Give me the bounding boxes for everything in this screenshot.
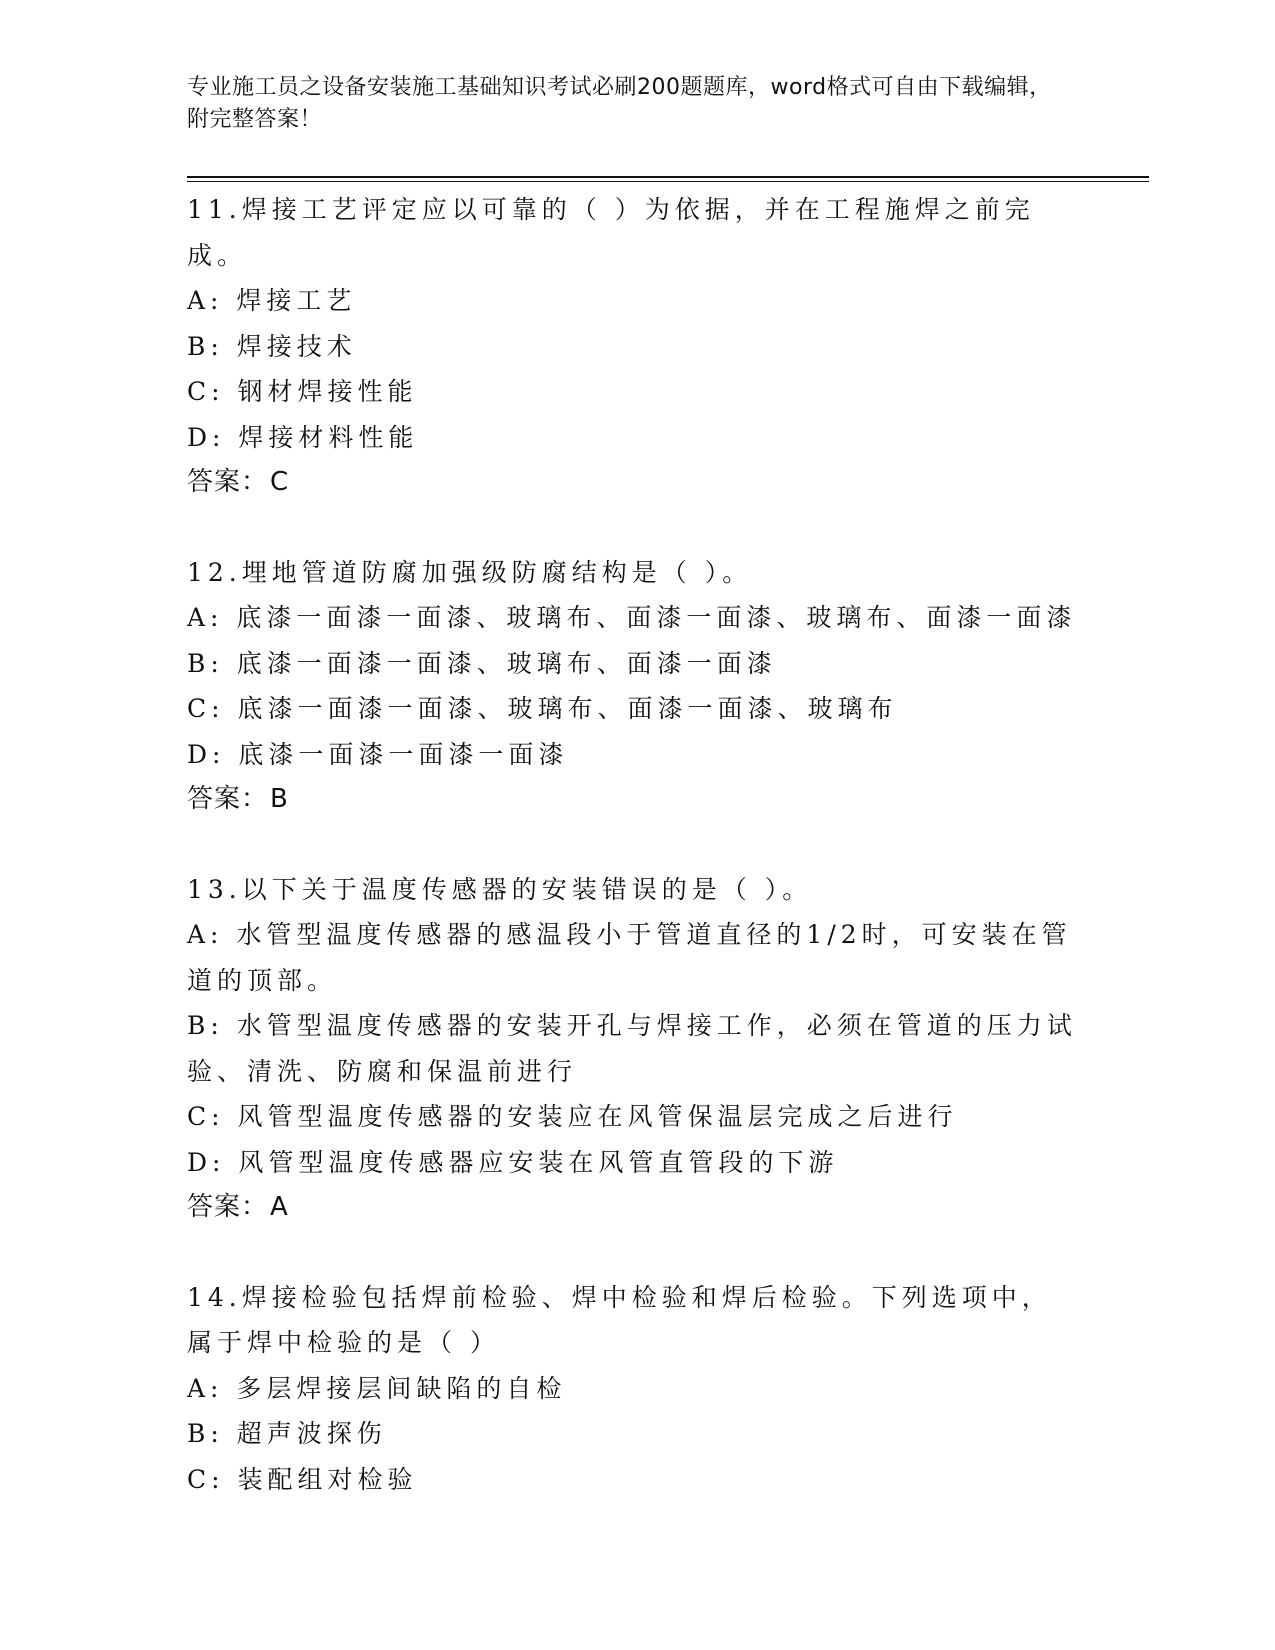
answer-line (187, 1185, 1077, 1231)
option-c: C: 风管型温度传感器的安装应在风管保温层完成之后进行 (187, 1102, 958, 1131)
header-divider-thin (187, 181, 1149, 182)
option-d: D: 底漆一面漆一面漆一面漆 (187, 739, 569, 769)
question-stem: 11.焊接工艺评定应以可靠的（ ）为依据，并在工程施焊之前完成。 (187, 195, 1035, 270)
answer-label: 答案： (187, 784, 269, 814)
option-a: A: 底漆一面漆一面漆、玻璃布、面漆一面漆、玻璃布、面漆一面漆 (187, 603, 1077, 632)
question-12 (187, 550, 1077, 823)
option-c: C: 钢材焊接性能 (187, 377, 418, 406)
question-stem: 12.埋地管道防腐加强级防腐结构是（ ）。 (187, 557, 753, 587)
question-stem: 14.焊接检验包括焊前检验、焊中检验和焊后检验。下列选项中，属于焊中检验的是（ ） (187, 1282, 1052, 1357)
option-c: C: 装配组对检验 (187, 1464, 418, 1494)
answer-value: B (270, 784, 289, 814)
answer-line (187, 777, 1077, 823)
option-d: D: 焊接材料性能 (187, 422, 419, 452)
question-13 (187, 867, 1077, 1231)
answer-label: 答案： (187, 467, 269, 497)
option-a: A: 焊接工艺 (187, 286, 357, 315)
answer-label: 答案： (187, 1192, 269, 1222)
question-stem: 13.以下关于温度传感器的安装错误的是（ ）。 (187, 874, 813, 904)
question-list (187, 187, 1077, 1546)
question-11 (187, 187, 1077, 506)
header-divider-thick (187, 176, 1149, 178)
answer-value: C (270, 467, 290, 497)
option-b: B: 底漆一面漆一面漆、玻璃布、面漆一面漆 (187, 648, 777, 678)
option-b: B: 超声波探伤 (187, 1419, 387, 1448)
question-14 (187, 1275, 1077, 1503)
document-title: 专业施工员之设备安装施工基础知识考试必刷200题题库，word格式可自由下载编辑，附完整答案！ (187, 75, 1052, 132)
document-header (187, 72, 1067, 136)
option-b: B: 水管型温度传感器的安装开孔与焊接工作，必须在管道的压力试验、清洗、防腐和保温前进行 (187, 1011, 1077, 1086)
option-a: A: 水管型温度传感器的感温段小于管道直径的1/2时，可安装在管道的顶部。 (187, 920, 1072, 995)
option-c: C: 底漆一面漆一面漆、玻璃布、面漆一面漆、玻璃布 (187, 694, 898, 723)
answer-line (187, 460, 1077, 506)
answer-value: A (270, 1192, 289, 1222)
option-d: D: 风管型温度传感器应安装在风管直管段的下游 (187, 1147, 839, 1177)
option-a: A: 多层焊接层间缺陷的自检 (187, 1373, 567, 1403)
option-b: B: 焊接技术 (187, 331, 357, 361)
